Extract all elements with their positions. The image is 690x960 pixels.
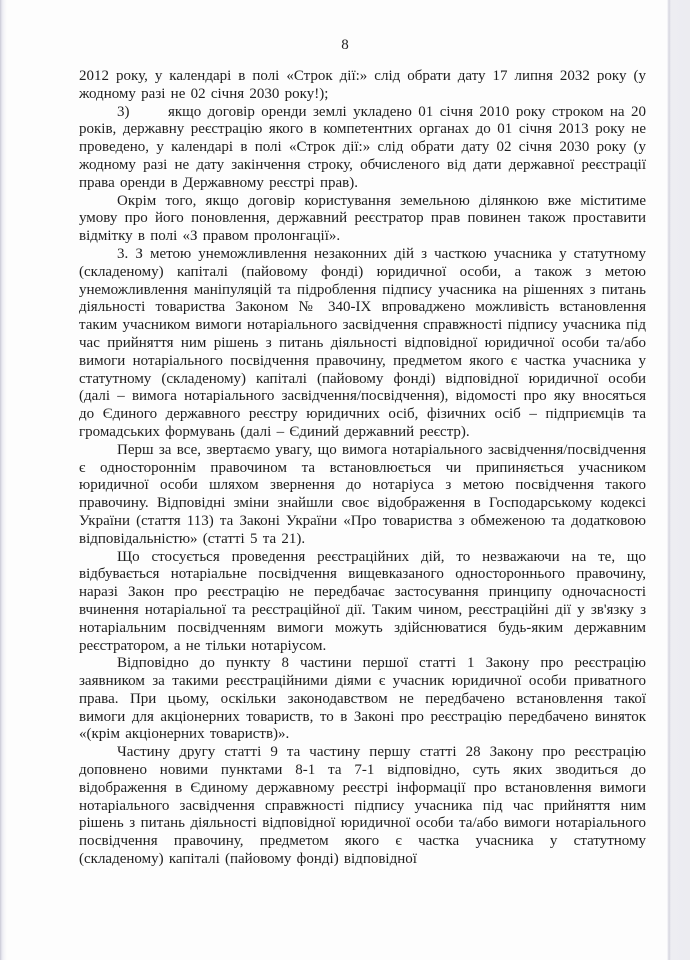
paragraph: 3) якщо договір оренди землі укладено 01 січня 2010 року строком на 20 років, державну реєстрацію якого в компетентних органах до 01 січня 2013 року не проведено, у календарі в полі «Строк дії:» слід обрати дату 02 січня 2030 року (у жодному разі не дату закінчення строку, обчисленого від дати державної реєстрації права оренди в Державному реєстрі прав). <box>79 103 646 191</box>
paragraph: Відповідно до пункту 8 частини першої статті 1 Закону про реєстрацію заявником за такими реєстраційними діями є учасник юридичної особи приватного права. При цьому, оскільки законодавством не передбачено встановлення такої вимоги для акціонерних товариств, то в Законі про реєстрацію передбачено виняток «(крім акціонерних товариств)». <box>79 655 646 743</box>
paragraph: Перш за все, звертаємо увагу, що вимога нотаріального засвідчення/посвідчення є одностороннім правочином та встановлюється чи припиняється учасником юридичної особи шляхом звернення до нотаріуса з метою посвідчення такого правочину. Відповідні зміни знайшли своє відображення в Господарському кодексі України (стаття 113) та Законі України «Про товариства з обмеженою та додатковою відповідальністю» (статті 5 та 21). <box>79 441 646 547</box>
page-number: 8 <box>341 37 349 53</box>
paragraph: Що стосується проведення реєстраційних дій, то незважаючи на те, що відбувається нотаріальне посвідчення вищевказаного одностороннього правочину, наразі Закон про реєстрацію не передбачає застосування принципу одночасності вчинення нотаріальної та реєстраційної дії. Таким чином, реєстраційні дії у зв'язку з нотаріальним посвідченням вимоги можуть здійснюватися будь-яким державним реєстратором, а не тільки нотаріусом. <box>79 548 646 654</box>
paragraph: Частину другу статті 9 та частину першу статті 28 Закону про реєстрацію доповнено новими пунктами 8-1 та 7-1 відповідно, суть яких зводиться до відображення в Єдиному державному реєстрі інформації про встановлення вимоги нотаріального засвідчення справжності підпису учасника під час прийняття ним рішень з питань діяльності відповідної юридичної особи та/або вимоги нотаріального посвідчення правочину, предметом якого є частка учасника у статутному (складеному) капіталі (пайовому фонді) відповідної <box>79 744 646 868</box>
page-edge-left <box>0 0 7 960</box>
document-body <box>79 68 646 869</box>
paragraph: Окрім того, якщо договір користування земельною ділянкою вже міститиме умову про його поновлення, державний реєстратор прав повинен також проставити відмітку в полі «З правом пролонгації». <box>79 192 646 245</box>
paragraph: 2012 року, у календарі в полі «Строк дії:» слід обрати дату 17 липня 2032 року (у жодному разі не 02 січня 2030 року!); <box>79 68 646 102</box>
page-edge-right <box>667 0 690 960</box>
paragraph: 3. З метою унеможливлення незаконних дій з часткою учасника у статутному (складеному) капіталі (пайовому фонді) юридичної особи, а також з метою унеможливлення маніпуляцій та підроблення підпису учасника на рішеннях з питань діяльності товариства Законом № 340-IX впроваджено можливість встановлення таким учасником вимоги нотаріального засвідчення справжності підпису учасника під час прийняття ним рішень з питань діяльності відповідної юридичної особи та/або вимоги нотаріального посвідчення правочину, предметом якого є частка учасника у статутному (складеному) капіталі (пайовому фонді) відповідної юридичної особи (далі – вимога нотаріального засвідчення/посвідчення), відомості про яку вносяться до Єдиного державного реєстру юридичних осіб, фізичних осіб – підприємців та громадських формувань (далі – Єдиний державний реєстр). <box>79 245 646 440</box>
